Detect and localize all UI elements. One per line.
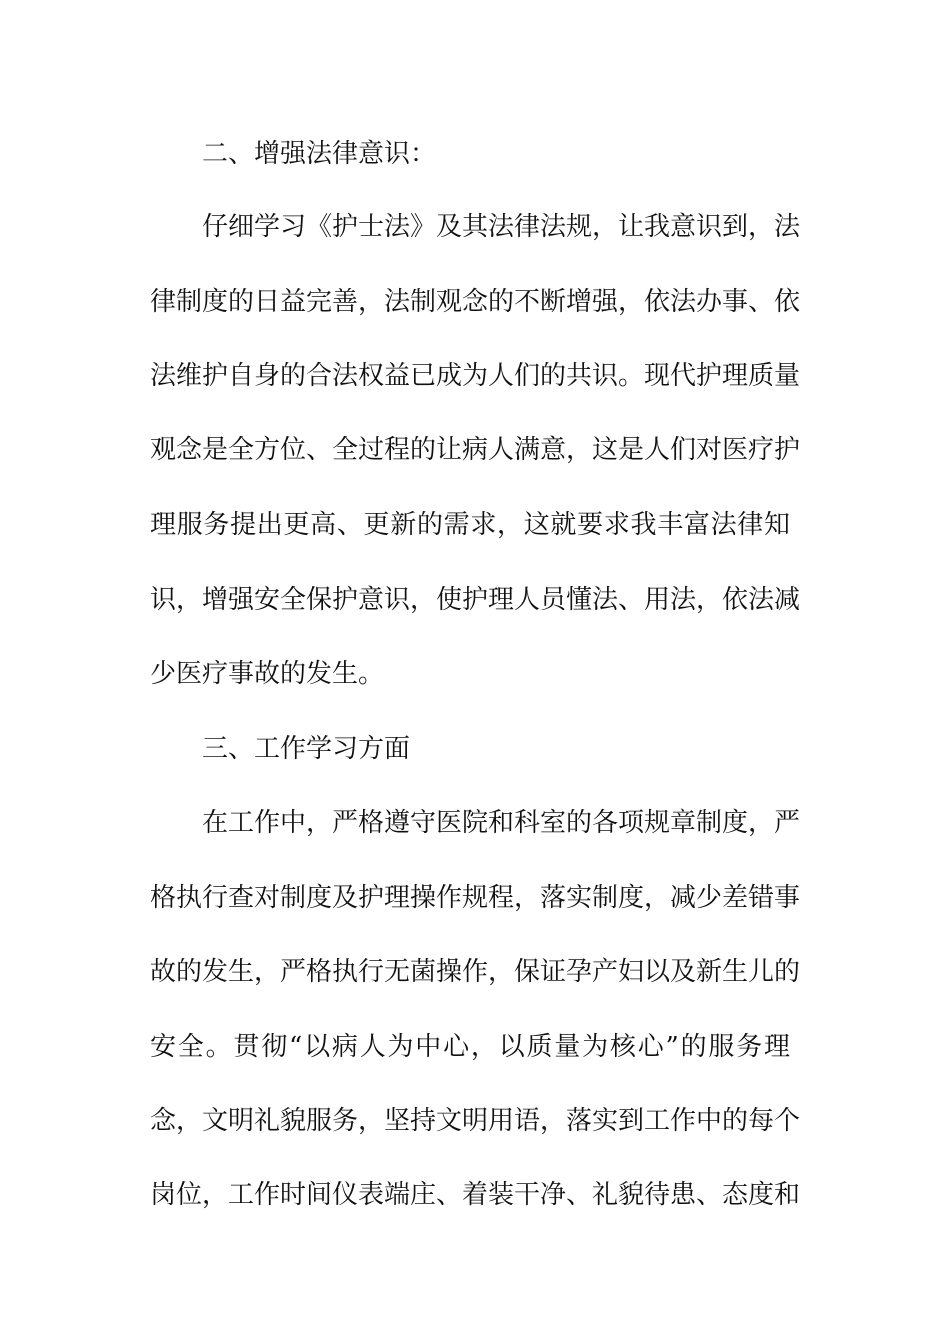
paragraph-line: 安全。贯彻“以病人为中心，以质量为核心”的服务理 [150, 1032, 790, 1062]
section-heading: 二、增强法律意识： [202, 139, 437, 169]
paragraph-line: 在工作中，严格遵守医院和科室的各项规章制度，严 [202, 808, 801, 838]
paragraph-line: 理服务提出更高、更新的需求，这就要求我丰富法律知 [150, 510, 790, 540]
paragraph-line: 仔细学习《护士法》及其法律法规，让我意识到，法 [202, 212, 801, 242]
paragraph-line: 格执行查对制度及护理操作规程，落实制度，减少差错事 [150, 883, 801, 913]
paragraph-line: 岗位，工作时间仪表端庄、着装干净、礼貌待患、态度和 [150, 1180, 801, 1210]
paragraph-line: 识，增强安全保护意识，使护理人员懂法、用法，依法减 [150, 585, 801, 615]
section-heading: 三、工作学习方面 [202, 734, 411, 764]
paragraph-line: 念，文明礼貌服务，坚持文明用语，落实到工作中的每个 [150, 1106, 801, 1136]
paragraph-line: 观念是全方位、全过程的让病人满意，这是人们对医疗护 [150, 435, 801, 465]
paragraph-line: 少医疗事故的发生。 [150, 659, 385, 689]
paragraph-line: 故的发生，严格执行无菌操作，保证孕产妇以及新生儿的 [150, 957, 801, 987]
paragraph-line: 法维护自身的合法权益已成为人们的共识。现代护理质量 [150, 361, 801, 391]
paragraph-line: 律制度的日益完善，法制观念的不断增强，依法办事、依 [150, 287, 801, 317]
